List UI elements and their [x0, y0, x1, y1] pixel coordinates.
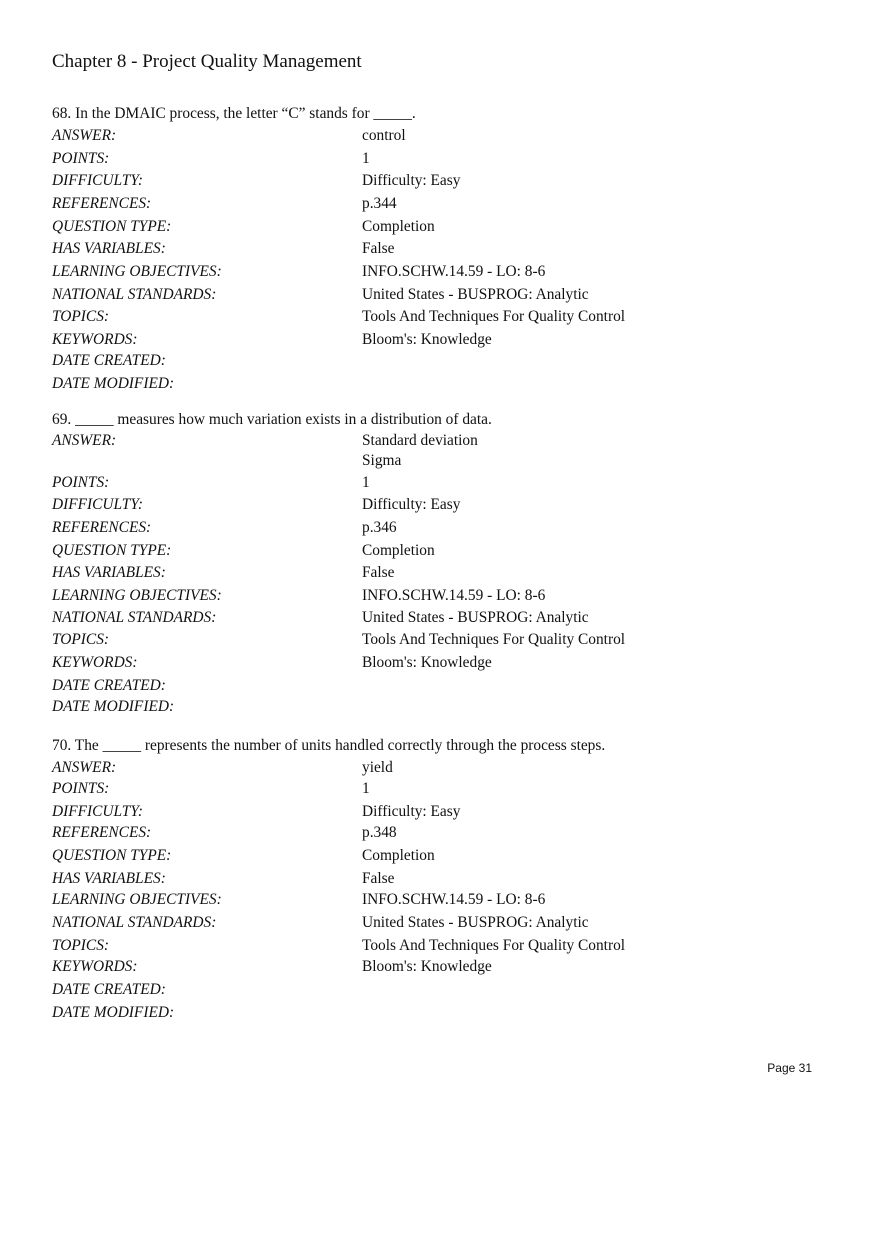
- label-date-created: DATE CREATED:: [52, 677, 166, 694]
- value-answer: [362, 758, 393, 778]
- meta-row-topics: [52, 936, 832, 956]
- label-answer: ANSWER:: [52, 127, 117, 144]
- question-block-70: [52, 736, 832, 1023]
- value-answer: [362, 431, 478, 471]
- value-difficulty: Difficulty: Easy: [362, 496, 461, 513]
- label-date-modified: DATE MODIFIED:: [52, 698, 175, 715]
- value-references: p.344: [362, 195, 397, 212]
- meta-row-date-created: [52, 980, 832, 1000]
- value-has-variables: False: [362, 564, 395, 581]
- meta-row-answer: [52, 758, 832, 778]
- label-keywords: KEYWORDS:: [52, 331, 138, 348]
- question-text: 68. In the DMAIC process, the letter “C” stands for _____.: [52, 105, 416, 122]
- meta-table: [52, 758, 832, 1023]
- meta-row-topics: [52, 630, 832, 650]
- value-topics: Tools And Techniques For Quality Control: [362, 937, 626, 954]
- label-date-modified: DATE MODIFIED:: [52, 375, 175, 392]
- label-difficulty: DIFFICULTY:: [52, 496, 144, 513]
- value-topics: Tools And Techniques For Quality Control: [362, 308, 626, 325]
- meta-row-references: [52, 194, 832, 214]
- value-answer: [362, 126, 406, 146]
- meta-row-date-created: [52, 676, 832, 696]
- label-date-modified: DATE MODIFIED:: [52, 1004, 175, 1021]
- label-points: POINTS:: [52, 150, 110, 167]
- value-references: p.348: [362, 824, 397, 841]
- question-block-69: [52, 410, 832, 717]
- question-text: 70. The _____ represents the number of units handled correctly through the process steps.: [52, 737, 606, 754]
- label-points: POINTS:: [52, 780, 110, 797]
- label-answer: ANSWER:: [52, 759, 117, 776]
- label-learning-objectives: LEARNING OBJECTIVES:: [52, 891, 222, 908]
- answer-line: yield: [362, 759, 393, 776]
- meta-row-topics: [52, 307, 832, 327]
- meta-row-points: [52, 779, 832, 799]
- label-references: REFERENCES:: [52, 519, 152, 536]
- meta-row-date-modified: [52, 697, 832, 717]
- value-national-standards: United States - BUSPROG: Analytic: [362, 914, 589, 931]
- value-topics: Tools And Techniques For Quality Control: [362, 631, 626, 648]
- meta-row-date-modified: [52, 1003, 832, 1023]
- label-has-variables: HAS VARIABLES:: [52, 870, 166, 887]
- meta-row-has-variables: [52, 869, 832, 889]
- meta-row-learning-objectives: [52, 586, 832, 606]
- label-national-standards: NATIONAL STANDARDS:: [52, 609, 217, 626]
- value-question-type: Completion: [362, 542, 435, 559]
- meta-row-learning-objectives: [52, 890, 832, 910]
- label-national-standards: NATIONAL STANDARDS:: [52, 286, 217, 303]
- label-date-created: DATE CREATED:: [52, 981, 166, 998]
- label-difficulty: DIFFICULTY:: [52, 803, 144, 820]
- meta-row-date-modified: [52, 374, 832, 394]
- meta-table: [52, 126, 832, 394]
- meta-table: [52, 431, 832, 717]
- value-keywords: Bloom's: Knowledge: [362, 958, 492, 975]
- value-difficulty: Difficulty: Easy: [362, 172, 461, 189]
- label-topics: TOPICS:: [52, 308, 110, 325]
- meta-row-references: [52, 823, 832, 843]
- question-text: 69. _____ measures how much variation exists in a distribution of data.: [52, 411, 492, 428]
- label-keywords: KEYWORDS:: [52, 958, 138, 975]
- meta-row-keywords: [52, 653, 832, 673]
- label-learning-objectives: LEARNING OBJECTIVES:: [52, 587, 222, 604]
- value-learning-objectives: INFO.SCHW.14.59 - LO: 8-6: [362, 891, 546, 908]
- value-question-type: Completion: [362, 847, 435, 864]
- value-points: 1: [362, 474, 370, 491]
- meta-row-difficulty: [52, 802, 832, 822]
- label-date-created: DATE CREATED:: [52, 352, 166, 369]
- meta-row-difficulty: [52, 171, 832, 191]
- meta-row-difficulty: [52, 495, 832, 515]
- label-question-type: QUESTION TYPE:: [52, 218, 172, 235]
- label-references: REFERENCES:: [52, 824, 152, 841]
- meta-row-national-standards: [52, 913, 832, 933]
- page-number: Page 31: [767, 1061, 812, 1075]
- meta-row-answer: [52, 126, 832, 146]
- value-difficulty: Difficulty: Easy: [362, 803, 461, 820]
- meta-row-points: [52, 149, 832, 169]
- label-references: REFERENCES:: [52, 195, 152, 212]
- value-question-type: Completion: [362, 218, 435, 235]
- value-learning-objectives: INFO.SCHW.14.59 - LO: 8-6: [362, 587, 546, 604]
- meta-row-national-standards: [52, 285, 832, 305]
- meta-row-national-standards: [52, 608, 832, 628]
- meta-row-question-type: [52, 541, 832, 561]
- meta-row-date-created: [52, 351, 832, 371]
- value-keywords: Bloom's: Knowledge: [362, 654, 492, 671]
- label-topics: TOPICS:: [52, 937, 110, 954]
- label-answer: ANSWER:: [52, 432, 117, 449]
- meta-row-keywords: [52, 957, 832, 977]
- label-has-variables: HAS VARIABLES:: [52, 564, 166, 581]
- value-has-variables: False: [362, 870, 395, 887]
- question-block-68: [52, 104, 832, 394]
- value-learning-objectives: INFO.SCHW.14.59 - LO: 8-6: [362, 263, 546, 280]
- label-national-standards: NATIONAL STANDARDS:: [52, 914, 217, 931]
- label-difficulty: DIFFICULTY:: [52, 172, 144, 189]
- answer-line: Standard deviation: [362, 432, 478, 449]
- chapter-title: Chapter 8 - Project Quality Management: [52, 51, 362, 72]
- value-national-standards: United States - BUSPROG: Analytic: [362, 609, 589, 626]
- value-national-standards: United States - BUSPROG: Analytic: [362, 286, 589, 303]
- answer-line: Sigma: [362, 452, 402, 469]
- meta-row-keywords: [52, 330, 832, 350]
- label-question-type: QUESTION TYPE:: [52, 542, 172, 559]
- label-has-variables: HAS VARIABLES:: [52, 240, 166, 257]
- label-topics: TOPICS:: [52, 631, 110, 648]
- label-keywords: KEYWORDS:: [52, 654, 138, 671]
- value-references: p.346: [362, 519, 397, 536]
- value-has-variables: False: [362, 240, 395, 257]
- label-points: POINTS:: [52, 474, 110, 491]
- meta-row-learning-objectives: [52, 262, 832, 282]
- meta-row-answer: [52, 431, 832, 471]
- answer-line: control: [362, 127, 406, 144]
- label-learning-objectives: LEARNING OBJECTIVES:: [52, 263, 222, 280]
- meta-row-references: [52, 518, 832, 538]
- meta-row-has-variables: [52, 239, 832, 259]
- value-points: 1: [362, 150, 370, 167]
- label-question-type: QUESTION TYPE:: [52, 847, 172, 864]
- value-points: 1: [362, 780, 370, 797]
- meta-row-question-type: [52, 846, 832, 866]
- meta-row-points: [52, 473, 832, 493]
- value-keywords: Bloom's: Knowledge: [362, 331, 492, 348]
- meta-row-question-type: [52, 217, 832, 237]
- meta-row-has-variables: [52, 563, 832, 583]
